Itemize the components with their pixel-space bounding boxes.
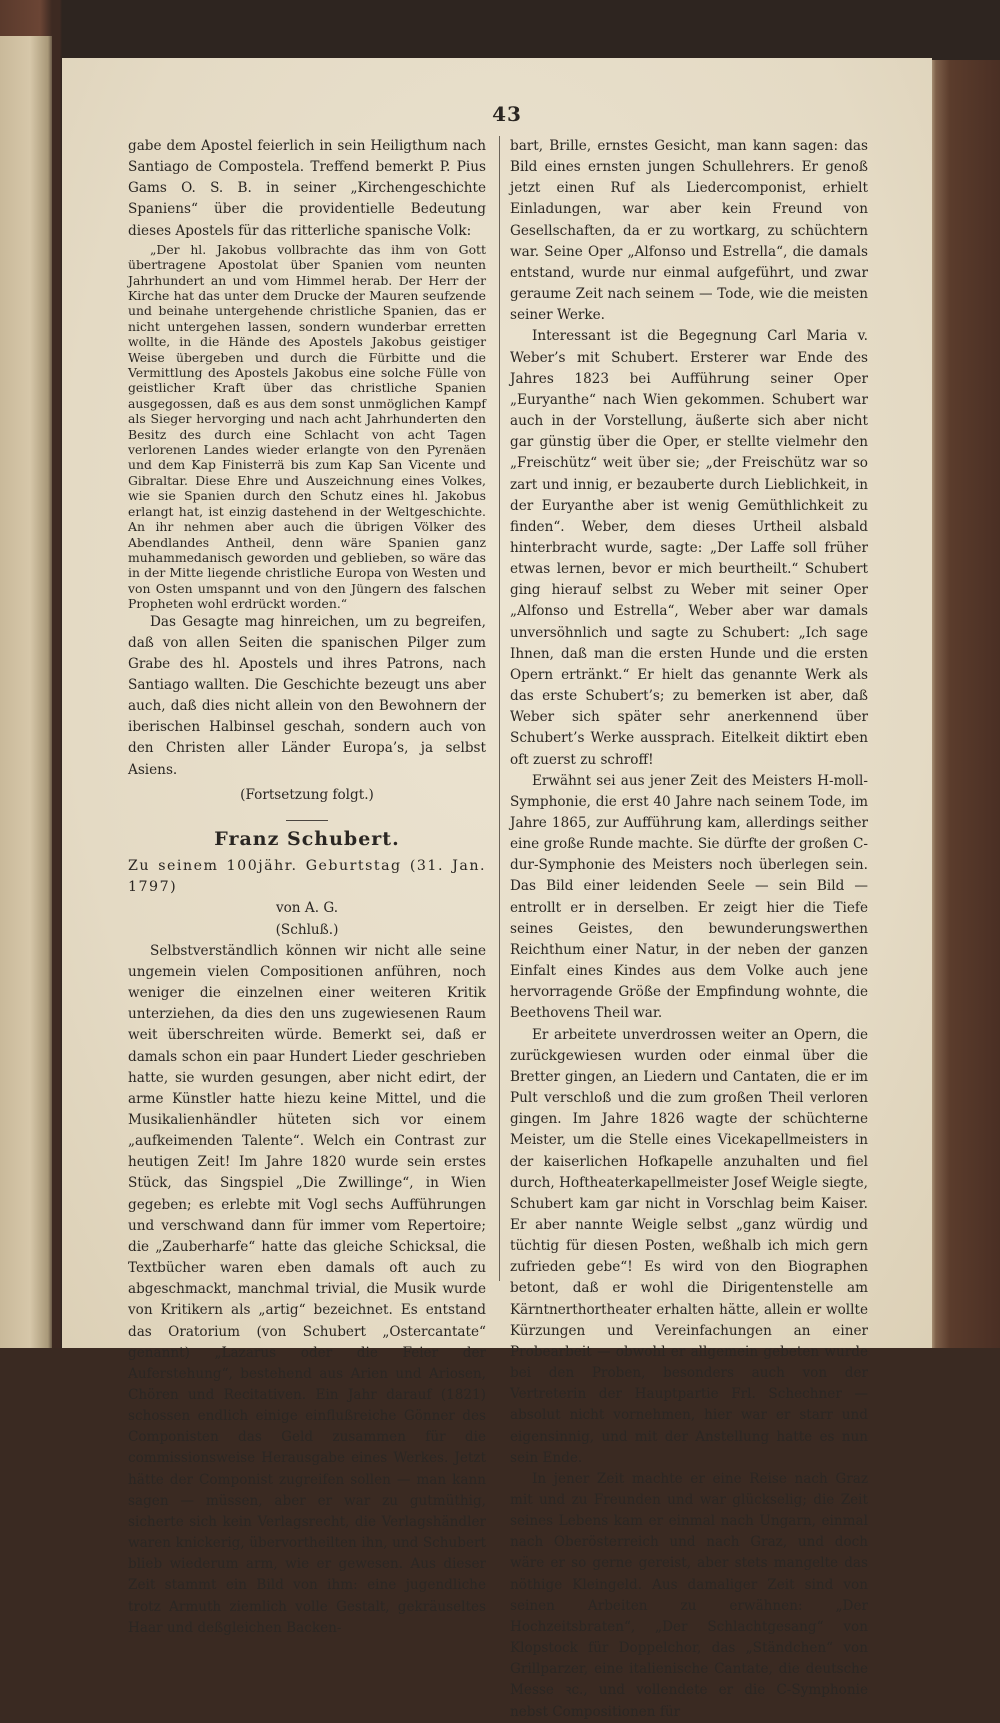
- article-title: Franz Schubert.: [214, 827, 400, 850]
- intro-paragraph: gabe dem Apostel feierlich in sein Heiligthum nach Santiago de Compostela. Treffend bemerkt P. Pius Gams O. S. B. in seiner „Kirchengeschichte Spaniens“ über die providentielle Bedeutung dieses Apostels für das ritterliche spanische Volk:: [128, 138, 486, 239]
- right-paragraph-3: Erwähnt sei aus jener Zeit des Meisters H-moll-Symphonie, die erst 40 Jahre nach seinem Tode, im Jahre 1865, zur Aufführung kam, allerdings seither eine große Runde machte. Sie dürfte der großen C-dur-Symphonie des Meisters noch überlegen sein. Das Bild einer leidenden Seele — sein Bild — entrollt er in derselben. Er zeigt hier die Tiefe seines Geistes, den bewunderungswerthen Reichthum einer Natur, in der neben der ganzen Einfalt eines Kindes aus dem Volke auch jene hervorragende Größe der Empfindung wohnte, die Beethovens Theil war.: [510, 772, 868, 1022]
- gams-quote: „Der hl. Jakobus vollbrachte das ihm von Gott übertragene Apostolat über Spanien vom neunten Jahrhundert an und vom Himmel herab. Der Herr der Kirche hat das unter dem Drucke der Mauren seufzende und beinahe untergehende christliche Spanien, das er nicht untergehen lassen, sondern wunderbar erretten wollte, in die Hände des Apostels Jakobus geistiger Weise übergeben und durch die Fürbitte und die Vermittlung des Apostels Jakobus eine solche Fülle von geistlicher Kraft über das christliche Spanien ausgegossen, daß es aus dem sonst unmöglichen Kampf als Sieger hervorging und nach acht Jahrhunderten den Besitz des durch eine Schlacht von acht Tagen verlorenen Landes wieder erlangte von den Pyrenäen und dem Kap Finisterrä bis zum Kap San Vicente und Gibraltar. Diese Ehre und Auszeichnung eines Volkes, wie sie Spanien durch den Schutz eines hl. Jakobus erlangt hat, ist einzig dastehend in der Weltgeschichte. An ihr nehmen aber auch die übrigen Völker des Abendlandes Antheil, denn wäre Spanien ganz muhammedanisch geworden und geblieben, so wäre das in der Mitte liegende christliche Europa von Westen und von Osten umspannt und von den Jüngern des falschen Propheten wohl erdrückt worden.“: [128, 241, 486, 612]
- continuation-note: (Fortsetzung folgt.): [240, 786, 374, 803]
- facing-page-edge: [0, 36, 52, 1348]
- right-paragraph-2: Interessant ist die Begegnung Carl Maria v. Weber’s mit Schubert. Ersterer war Ende des Jahres 1823 bei Aufführung seiner Oper „Euryanthe“ nach Wien gekommen. Schubert war auch in der Vorstellung, äußerte sich aber nicht gar günstig über die Oper, er stellte vielmehr den „Freischütz“ weit über sie; „der Freischütz war so zart und innig, er bezauberte durch Lieblichkeit, in der Euryanthe aber ist wenig Gemüthlichkeit zu finden“. Weber, dem dieses Urtheil alsbald hinterbracht wurde, sagte: „Der Laffe soll früher etwas lernen, bevor er mich beurtheilt.“ Schubert ging hierauf selbst zu Weber mit seiner Oper „Alfonso und Estrella“, Weber aber war damals unversöhnlich und sagte zu Schubert: „Ich sage Ihnen, daß man die ersten Hunde und die ersten Opern ertränkt.“ Er hielt das genannte Werk als das erste Schubert’s; zu bemerken ist aber, daß Weber sich später sehr anerkennend über Schubert’s Werke aussprach. Eitelkeit diktirt eben oft zuerst zu schroff!: [510, 328, 868, 768]
- page-number: 43: [492, 102, 522, 126]
- left-column: [128, 136, 486, 1639]
- article-subtitle: Zu seinem 100jähr. Geburtstag (31. Jan. 1797): [128, 858, 486, 896]
- conclusion-label: (Schluß.): [275, 921, 339, 938]
- book-cover-edge: [930, 60, 1000, 1348]
- closing-paragraph: Das Gesagte mag hinreichen, um zu begreifen, daß von allen Seiten die spanischen Pilger zum Grabe des hl. Apostels und ihres Patrons, nach Santiago wallten. Die Geschichte bezeugt uns aber auch, daß dies nicht allein von den Bewohnern der iberischen Halbinsel geschah, sondern auch von den Christen aller Länder Europa’s, ja selbst Asiens.: [128, 613, 486, 778]
- newspaper-page: [62, 58, 932, 1720]
- article-author: von A. G.: [275, 900, 339, 917]
- right-paragraph-5: In jener Zeit machte er eine Reise nach Graz mit und zu Freunden und war glückselig; die Zeit seines Lebens kam er einmal nach Ungarn, einmal nach Oberösterreich und nach Graz, und doch wäre er so gerne gereist, aber stets mangelte das nöthige Kleingeld. Aus damaliger Zeit sind von seinen Arbeiten zu erwähnen: „Der Hochzeitsbraten“, „Der Schlachtgesang“ von Klopstock für Doppelchor, das „Ständchen“ von Grillparzer, eine italienische Cantate, die deutsche Messe ꝛc., und vollendete er die C-Symphonie nebst Compositionen für: [510, 1470, 868, 1720]
- section-rule: [286, 820, 328, 821]
- right-paragraph-1: bart, Brille, ernstes Gesicht, man kann sagen: das Bild eines ernsten jungen Schullehrers. Er genoß jetzt einen Ruf als Liedercomponist, erhielt Einladungen, war aber kein Freund von Gesellschaften, da er zu wortkarg, zu schüchtern war. Seine Oper „Alfonso und Estrella“, die damals entstand, wurde nur einmal aufgeführt, und zwar geraume Zeit nach seinem — Tode, wie die meisten seiner Werke.: [510, 138, 868, 324]
- article-body: Selbstverständlich können wir nicht alle seine ungemein vielen Compositionen anführen, noch weniger die einzelnen einer weiteren Kritik unterziehen, da dies den uns zugewiesenen Raum weit überschreiten würde. Bemerkt sei, daß er damals schon ein paar Hundert Lieder geschrieben hatte, sie wurden gesungen, aber nicht edirt, der arme Künstler hatte hiezu keine Mittel, und die Musikalienhändler hüteten sich vor einem „aufkeimenden Talente“. Welch ein Contrast zur heutigen Zeit! Im Jahre 1820 wurde sein erstes Stück, das Singspiel „Die Zwillinge“, in Wien gegeben; es erlebte mit Vogl sechs Aufführungen und verschwand dann für immer vom Repertoire; die „Zauberharfe“ hatte das gleiche Schicksal, die Textbücher waren eben damals oft auch zu abgeschmackt, manchmal trivial, die Musik wurde von Kritikern als „artig“ bezeichnet. Es entstand das Oratorium (von Schubert „Ostercantate“ genannt) „Lazarus oder die Feier der Auferstehung“, bestehend aus Arien und Ariosen, Chören und Recitativen. Ein Jahr darauf (1821) schossen endlich einige einflußreiche Gönner des Componisten das Geld zusammen für die commissionsweise Herausgabe eines Werkes. Jetzt hätte der Componist zugreifen sollen — man kann sagen — müssen, aber er war zu gutmüthig, sicherte sich kein Verlagsrecht, die Verlagshändler waren knickerig, übervortheilten ihn, und Schubert blieb wiederum arm, wie er gewesen. Aus dieser Zeit stammt ein Bild von ihm: eine jugendliche trotz Armuth ziemlich volle Gestalt, gekräuseltes Haar und deßgleichen Backen-: [128, 942, 486, 1636]
- right-column: [510, 136, 868, 1723]
- column-divider: [499, 136, 500, 1281]
- right-paragraph-4: Er arbeitete unverdrossen weiter an Opern, die zurückgewiesen wurden oder einmal über die Bretter gingen, an Liedern und Cantaten, die er im Pult verschloß und die zum großen Theil verloren gingen. Im Jahre 1826 wagte der schüchterne Meister, um die Stelle eines Vicekapellmeisters in der kaiserlichen Hofkapelle anzuhalten und fiel durch, Hoftheaterkapellmeister Josef Weigle siegte, Schubert kam gar nicht in Vorschlag beim Kaiser. Er aber nannte Weigle selbst „ganz würdig und tüchtig für diesen Posten, weßhalb ich mich gern zufrieden gebe“! Es wird von den Biographen betont, daß er wohl die Dirigentenstelle am Kärntnerthortheater erhalten hätte, allein er wollte Kürzungen und Vereinfachungen an einer Probearbeit — obwohl er allgemein gebeten wurde bei den Proben, besonders auch von der Vertreterin der Hauptpartie Frl. Schechner — absolut nicht vornehmen, hier war er starr und eigensinnig, und mit der Anstellung hatte es nun sein Ende.: [510, 1026, 868, 1466]
